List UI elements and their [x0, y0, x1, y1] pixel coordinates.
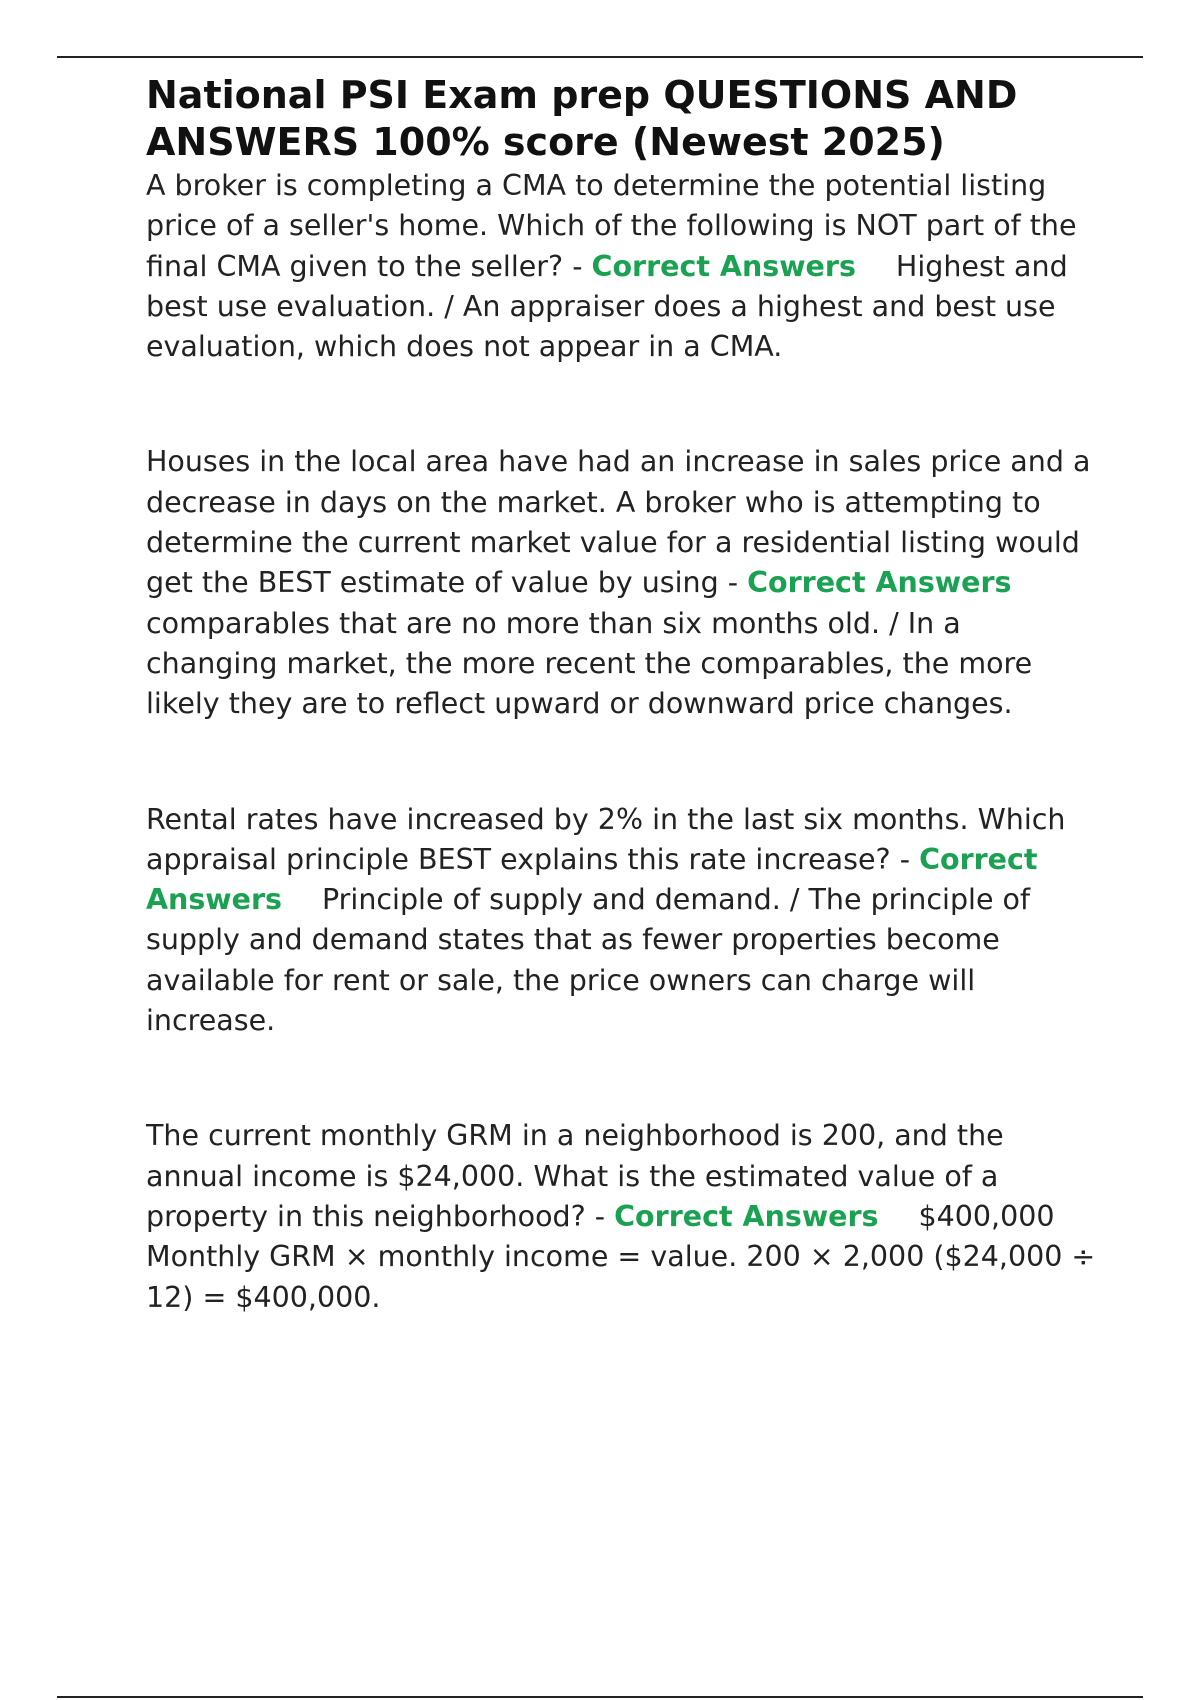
qa-item-4 [146, 1116, 1096, 1317]
correct-answers-tag: Correct Answers [747, 566, 1012, 600]
question-text: Houses in the local area have had an increase in sales price and a decrease in days on the market. A broker who is attempting to determine the current market value for a residential listing would get the BEST estimate of value by using - [146, 445, 1091, 600]
document-title: National PSI Exam prep QUESTIONS AND ANSWERS 100% score (Newest 2025) [146, 73, 1018, 164]
correct-answers-tag: Correct Answers [146, 842, 1038, 917]
answer-text: $400,000 Monthly GRM × monthly income = value. 200 × 2,000 ($24,000 ÷ 12) = $400,000. [146, 1199, 1096, 1314]
correct-answers-tag: Correct Answers [591, 249, 856, 283]
question-text: A broker is completing a CMA to determine the potential listing price of a seller's home. Which of the following is NOT part of the final CMA given to the seller? - [146, 169, 1077, 283]
question-text: Rental rates have increased by 2% in the last six months. Which appraisal principle BEST explains this rate increase? - [146, 802, 1066, 876]
question-text: The current monthly GRM in a neighborhood is 200, and the annual income is $24,000. What is the estimated value of a property in this neighborhood? - [146, 1119, 1004, 1233]
answer-text: Highest and best use evaluation. / An appraiser does a highest and best use evaluation, which does not appear in a CMA. [146, 249, 1068, 364]
answer-text: Principle of supply and demand. / The principle of supply and demand states that as fewer properties become available for rent or sale, the price owners can charge will increase. [146, 883, 1031, 1038]
qa-item-2 [146, 442, 1096, 724]
footer-rule [57, 1696, 1143, 1698]
qa-item-1 [146, 166, 1096, 367]
correct-answers-tag: Correct Answers [614, 1199, 879, 1233]
document-body [146, 72, 1096, 1318]
qa-item-3 [146, 800, 1096, 1042]
answer-text: comparables that are no more than six months old. / In a changing market, the more recent the comparables, the more likely they are to reflect upward or downward price changes. [146, 606, 1033, 721]
header-rule [57, 56, 1143, 58]
